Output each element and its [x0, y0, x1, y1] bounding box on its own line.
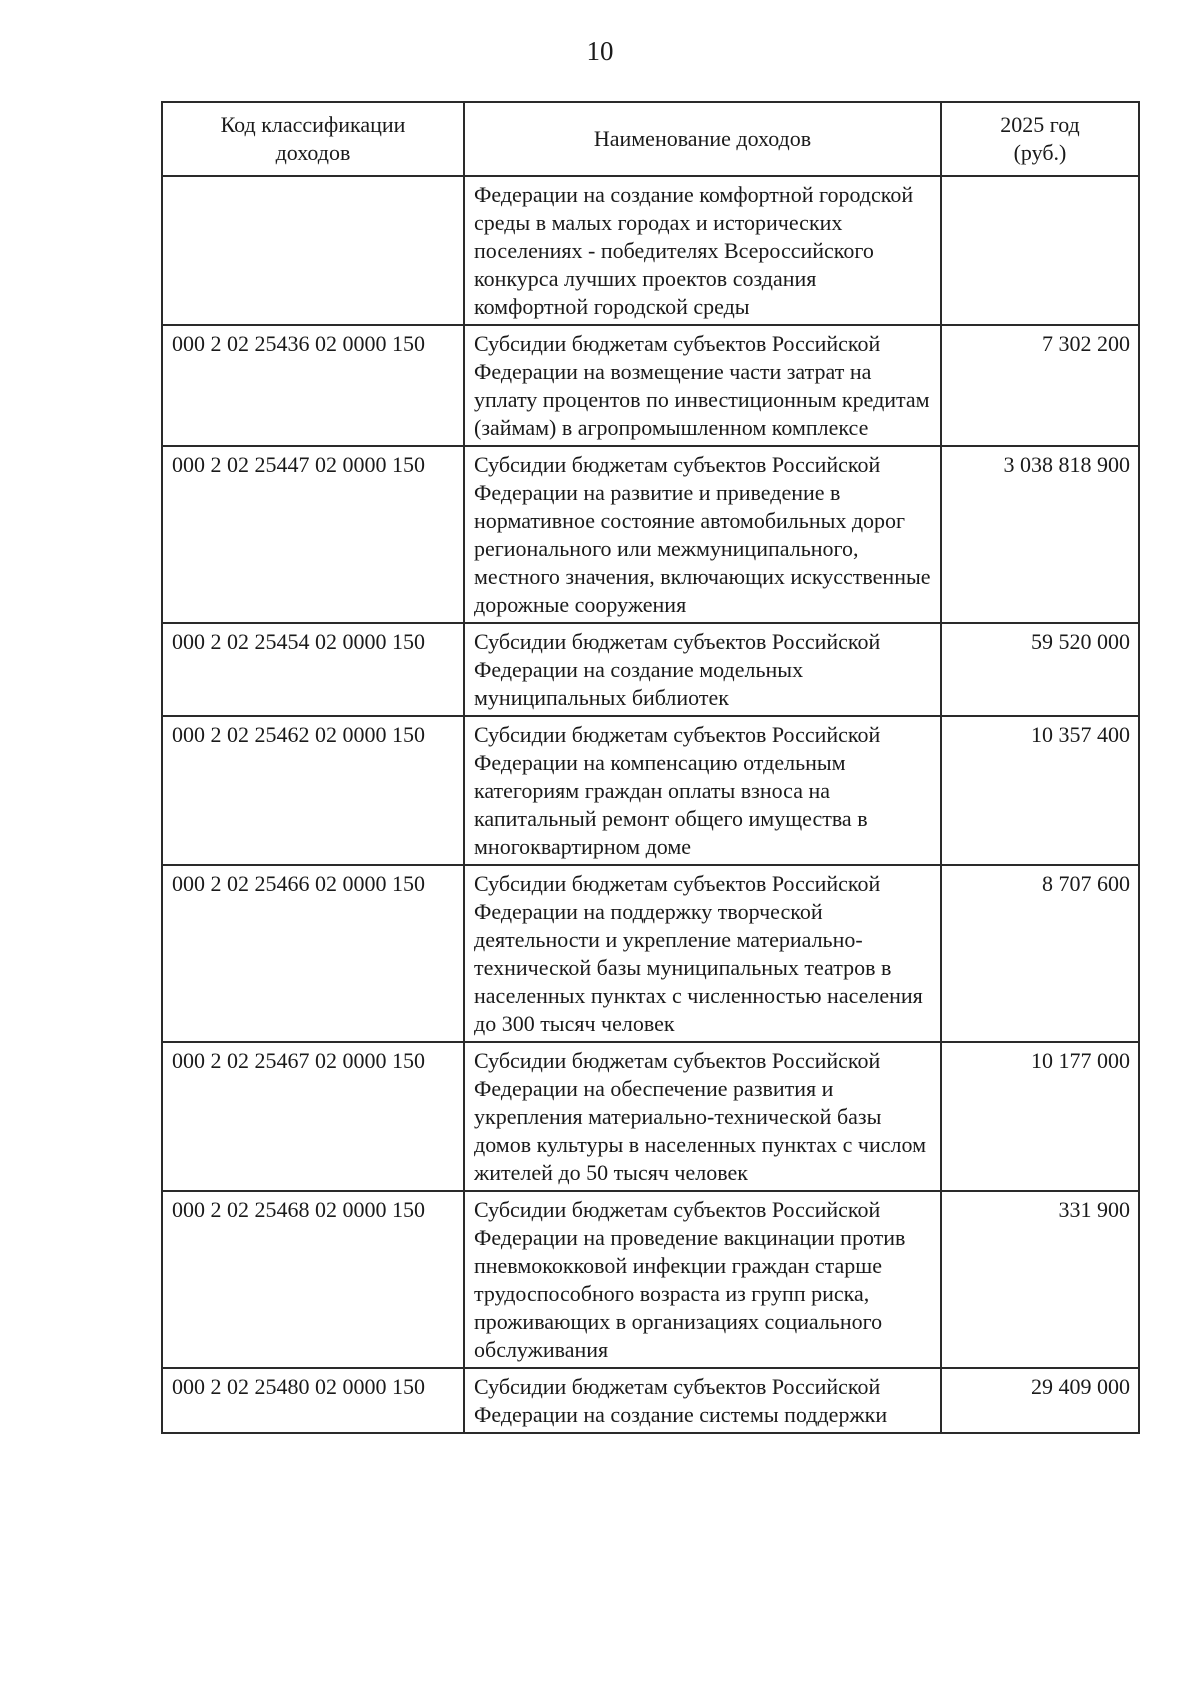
header-amount-line2: (руб.)	[1013, 140, 1067, 165]
row-name: Субсидии бюджетам субъектов Российской Федерации на проведение вакцинации против пневмококковой инфекции граждан старше трудоспособного возраста из групп риска, проживающих в организациях социального обслуживания	[464, 1191, 941, 1368]
row-name: Субсидии бюджетам субъектов Российской Федерации на компенсацию отдельным категориям граждан оплаты взноса на капитальный ремонт общего имущества в многоквартирном доме	[464, 716, 941, 865]
header-name	[464, 102, 941, 176]
row-name: Федерации на создание комфортной городской среды в малых городах и исторических поселениях - победителях Всероссийского конкурса лучших проектов создания комфортной городской среды	[464, 176, 941, 325]
row-amount: 331 900	[941, 1191, 1139, 1368]
row-code: 000 2 02 25467 02 0000 150	[162, 1042, 464, 1191]
row-code: 000 2 02 25447 02 0000 150	[162, 446, 464, 623]
row-amount: 8 707 600	[941, 865, 1139, 1042]
header-name-text: Наименование доходов	[593, 126, 812, 151]
header-code	[162, 102, 464, 176]
table-row	[162, 446, 1139, 623]
row-amount: 10 177 000	[941, 1042, 1139, 1191]
row-name: Субсидии бюджетам субъектов Российской Федерации на создание системы поддержки	[464, 1368, 941, 1433]
row-name: Субсидии бюджетам субъектов Российской Федерации на возмещение части затрат на уплату процентов по инвестиционным кредитам (займам) в агропромышленном комплексе	[464, 325, 941, 446]
revenue-table	[161, 101, 1140, 1434]
row-name: Субсидии бюджетам субъектов Российской Федерации на поддержку творческой деятельности и укрепление материально-технической базы муниципальных театров в населенных пунктах с численностью населения до 300 тысяч человек	[464, 865, 941, 1042]
row-code: 000 2 02 25436 02 0000 150	[162, 325, 464, 446]
row-code: 000 2 02 25480 02 0000 150	[162, 1368, 464, 1433]
header-code-line2: доходов	[275, 140, 351, 165]
row-amount: 59 520 000	[941, 623, 1139, 716]
table-row	[162, 1191, 1139, 1368]
table-row	[162, 623, 1139, 716]
row-code: 000 2 02 25462 02 0000 150	[162, 716, 464, 865]
table-row	[162, 865, 1139, 1042]
table-row	[162, 325, 1139, 446]
table-row	[162, 1368, 1139, 1433]
row-code: 000 2 02 25468 02 0000 150	[162, 1191, 464, 1368]
table-header-row	[162, 102, 1139, 176]
page-number: 10	[586, 36, 614, 66]
row-name: Субсидии бюджетам субъектов Российской Федерации на обеспечение развития и укрепления материально-технической базы домов культуры в населенных пунктах с числом жителей до 50 тысяч человек	[464, 1042, 941, 1191]
row-amount: 29 409 000	[941, 1368, 1139, 1433]
header-code-line1: Код классификации	[220, 112, 406, 137]
header-amount	[941, 102, 1139, 176]
row-amount: 7 302 200	[941, 325, 1139, 446]
header-amount-line1: 2025 год	[1000, 112, 1080, 137]
row-code	[162, 176, 464, 325]
row-amount: 3 038 818 900	[941, 446, 1139, 623]
table-row	[162, 1042, 1139, 1191]
row-code: 000 2 02 25466 02 0000 150	[162, 865, 464, 1042]
row-code: 000 2 02 25454 02 0000 150	[162, 623, 464, 716]
row-name: Субсидии бюджетам субъектов Российской Федерации на создание модельных муниципальных библиотек	[464, 623, 941, 716]
row-amount: 10 357 400	[941, 716, 1139, 865]
row-name: Субсидии бюджетам субъектов Российской Федерации на развитие и приведение в нормативное состояние автомобильных дорог регионального или межмуниципального, местного значения, включающих искусственные дорожные сооружения	[464, 446, 941, 623]
table-row	[162, 716, 1139, 865]
row-amount	[941, 176, 1139, 325]
table-row	[162, 176, 1139, 325]
